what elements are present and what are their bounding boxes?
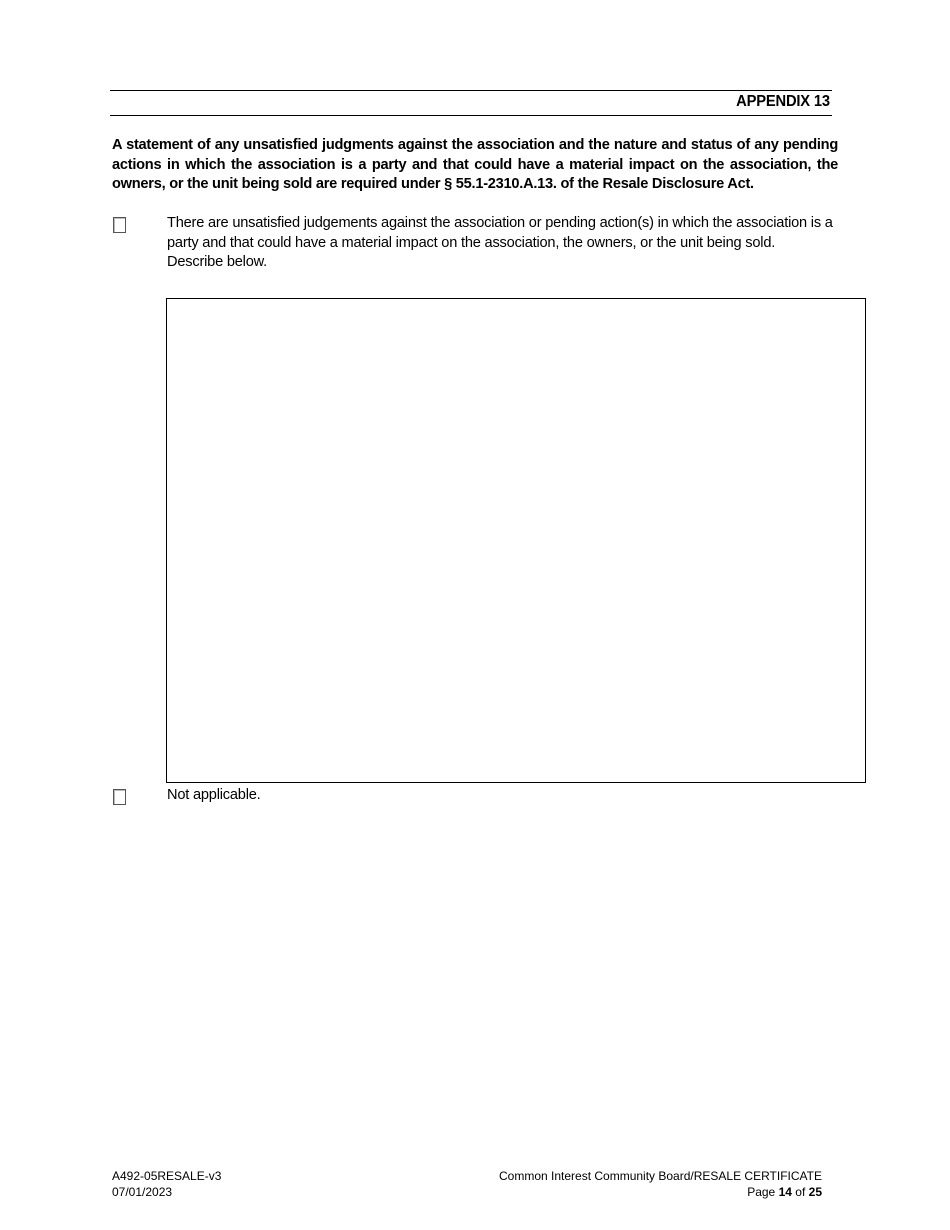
footer-document-title: Common Interest Community Board/RESALE CERTIFICATE <box>499 1169 822 1183</box>
footer-page-number <box>499 1185 822 1201</box>
judgments-option-label: There are unsatisfied judgements against the association or pending action(s) in which the association is a party and that could have a material impact on the association, the owners, or the unit being sold. Describe below. <box>167 215 833 270</box>
footer-form-code: A492-05RESALE-v3 <box>112 1169 222 1183</box>
page-total: 25 <box>808 1184 822 1199</box>
statement-paragraph: A statement of any unsatisfied judgments against the association and the nature and status of any pending actions in which the association is a party and that could have a material impact on the association, the owners, or the unit being sold are required under § 55.1-2310.A.13. of the Resale Disclosure Act. <box>112 137 838 192</box>
not-applicable-option-label: Not applicable. <box>167 787 261 803</box>
page-title: APPENDIX 13 <box>736 93 830 110</box>
not-applicable-checkbox[interactable] <box>113 789 126 805</box>
footer-form-date: 07/01/2023 <box>112 1184 173 1199</box>
judgments-checkbox[interactable] <box>113 217 126 233</box>
footer-document-info <box>499 1169 822 1200</box>
page-current: 14 <box>778 1184 792 1199</box>
description-text-area[interactable] <box>166 298 866 783</box>
page-prefix: Page <box>747 1184 776 1199</box>
header-rule-bottom <box>110 115 832 116</box>
page-of: of <box>795 1184 806 1199</box>
header-rule-top <box>110 90 832 91</box>
footer-form-info <box>112 1169 221 1200</box>
